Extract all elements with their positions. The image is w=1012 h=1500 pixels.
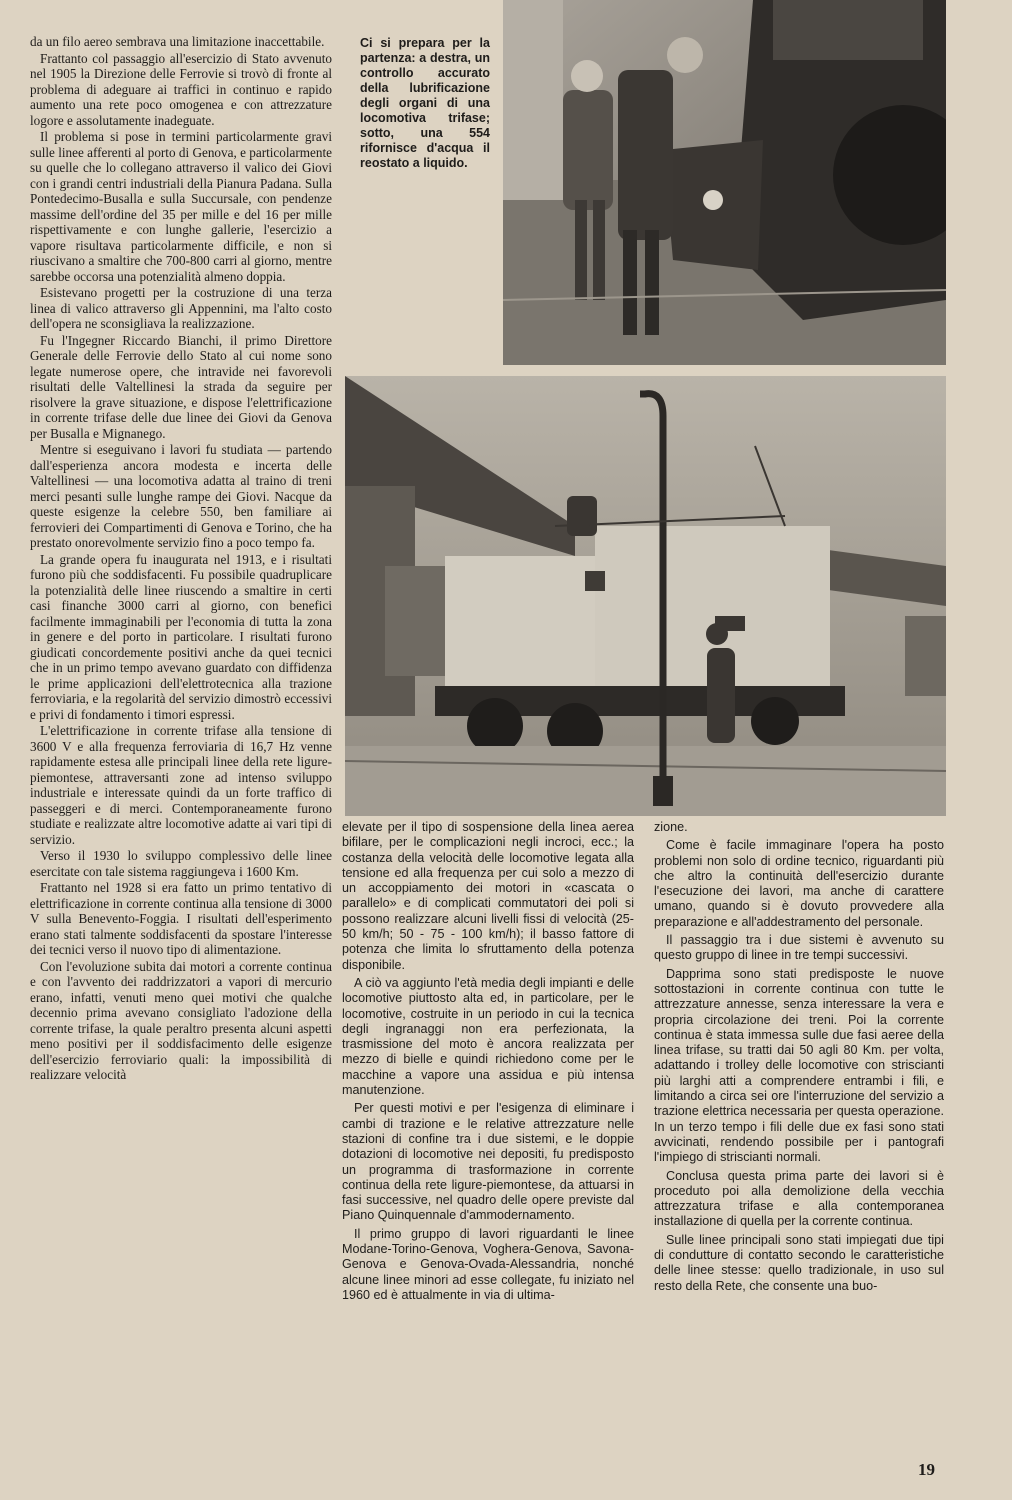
paragraph: zione. xyxy=(654,820,688,834)
paragraph: L'elettrificazione in corrente trifase alla tensione di 3600 V e alla frequenza ferroviaria di 16,7 Hz venne rapidamente estesa alle principali linee della rete ligure-piemontese, attraversanti zone ad intenso sviluppo industriale e interessate quindi da un forte traffico di passeggeri e di merci. Contemporaneamente furono studiate e realizzate altre locomotive adatte ai vari tipi di servizio. xyxy=(30,723,332,847)
paragraph: Il primo gruppo di lavori riguardanti le linee Modane-Torino-Genova, Voghera-Genova, Savona-Genova e Genova-Ovada-Alessandria, nonché alcune linee minori ad esse collegate, fu iniziato nel 1960 ed è attualmente in via di ultima- xyxy=(342,1226,634,1302)
paragraph: Frattanto col passaggio all'esercizio di Stato avvenuto nel 1905 la Direzione delle Ferrovie si trovò di fronte al problema di adeguare ai traffici in continuo e rapido aumento una rete poco omogenea e con attrezzature logore e assolutamente inadeguate. xyxy=(30,50,332,128)
paragraph: Sulle linee principali sono stati impiegati due tipi di condutture di contatto secondo le caratteristiche delle linee stesse: quello tradizionale, in uso sul resto della Rete, che consente una buo- xyxy=(654,1232,944,1293)
paragraph: Esistevano progetti per la costruzione di una terza linea di valico attraverso gli Appennini, ma l'alto costo dell'opera ne sconsigliava la realizzazione. xyxy=(30,285,332,331)
paragraph: Mentre si eseguivano i lavori fu studiata — partendo dall'esperienza ancora modesta e incerta delle Valtellinesi — una locomotiva adatta al traino di treni merci pesanti sulle lunghe rampe dei Giovi. Nacque da queste esigenze la celebre 550, ben familiare ai ferrovieri dei Compartimenti di Genova e Torino, che ha prestato onorevolmente servizio fino a poco tempo fa. xyxy=(30,442,332,550)
paragraph: La grande opera fu inaugurata nel 1913, e i risultati furono più che soddisfacenti. Fu possibile quadruplicare la potenzialità delle linee riuscendo a smaltire in certi casi finanche 3000 carri al giorno, con benefici facilmente immaginabili per l'economia di tutta la zona in genere e del porto in particolare. I risultati furono giudicati concordemente positivi anche da quei tecnici che in un primo tempo avevano guardato con diffidenza le prime applicazioni dell'elettrotecnica alla trazione ferroviaria, e la regolarità del servizio dimostrò eccessivi e privi di fondamento i timori espressi. xyxy=(30,551,332,722)
paragraph: Fu l'Ingegner Riccardo Bianchi, il primo Direttore Generale delle Ferrovie dello Stato al cui nome sono legate numerose opere, che intravide nei favorevoli risultati delle Valtellinesi la strada da seguire per risolvere la grave situazione, e dispose l'elettrificazione in corrente trifase delle due linee dei Giovi da Genova per Busalla e Mignanego. xyxy=(30,332,332,441)
text-column-right xyxy=(654,820,944,1297)
paragraph: Il problema si pose in termini particolarmente gravi sulle linee afferenti al porto di Genova, e particolarmente su quelle che lo collegano attraverso il valico dei Giovi con i grandi centri industriali della Pianura Padana. Sulla Pontedecimo-Busalla e sulla Succursale, con pendenze massime dell'ordine del 35 per mille e del 16 per mille rispettivamente e con lunghe gallerie, l'esercizio a vapore risultava particolarmente difficile, e non si riuscivano a smaltire che 700-800 carri al giorno, mentre sarebbe occorsa una potenzialità almeno doppia. xyxy=(30,129,332,284)
paragraph: Il passaggio tra i due sistemi è avvenuto su questo gruppo di linee in tre tempi successivi. xyxy=(654,933,944,963)
photo-locomotive-lubrication xyxy=(503,0,946,365)
text-column-left xyxy=(30,34,332,1084)
photo-locomotive-554-water xyxy=(345,376,946,816)
paragraph: A ciò va aggiunto l'età media degli impianti e delle locomotive piuttosto alta ed, in particolare, per le locomotive, costruite in un periodo in cui la tecnica degli ingranaggi non era perfezionata, la trasmissione del moto è ancora realizzata per mezzo di bielle e quindi richiedono come per le macchine a vapore una assidua e più intensa manutenzione. xyxy=(342,975,634,1098)
paragraph: Dapprima sono stati predisposte le nuove sottostazioni in corrente continua con tutte le attrezzature annesse, senza interessare la vera e propria circolazione dei treni. Poi la corrente continua è stata immessa sulle due fasi aeree della linea trifase, su tratti dai 50 agli 80 Km. per volta, adattando i trolley delle locomotive con striscianti più larghi atti a comprendere entrambi i fili, e limitando a circa sei ore l'interruzione del servizio a trazione elettrica necessaria per questa operazione. In un terzo tempo i fili delle due ex fasi sono stati avvicinati, rendendo possibile per i pantografi l'impiego di striscianti normali. xyxy=(654,966,944,1165)
paragraph: Con l'evoluzione subita dai motori a corrente continua e con l'avvento dei raddrizzatori a vapori di mercurio erano, infatti, venuti meno quei motivi che qualche decennio prima avevano consigliato l'adozione della corrente trifase, la quale peraltro presenta alcuni aspetti meno positivi per il soddisfacimento delle esigenze dell'esercizio ferroviario quali: la impossibilità di realizzare velocità xyxy=(30,958,332,1082)
paragraph: elevate per il tipo di sospensione della linea aerea bifilare, per le complicazioni negli incroci, ecc.; la costanza della velocità delle locomotive legata alla tensione ed alla frequenza per cui solo a mezzo di un accoppiamento dei motori in «cascata o parallelo» e di complicati commutatori dei poli si possono realizzare alcuni livelli fissi di velocità (25-50 km/h; 50 - 75 - 100 km/h); il basso fattore di potenza che limita lo sfruttamento della potenza disponibile. xyxy=(342,820,634,972)
page-number: 19 xyxy=(918,1460,935,1479)
paragraph: Frattanto nel 1928 si era fatto un primo tentativo di elettrificazione in corrente continua alla tensione di 3000 V sulla Benevento-Foggia. I risultati dell'esperimento erano stati talmente soddisfacenti da spostare l'interesse dei tecnici verso il nuovo tipo di alimentazione. xyxy=(30,880,332,957)
photo-caption: Ci si prepara per la partenza: a destra, un controllo accurato della lubrificazione degli organi di una locomotiva trifase; sotto, una 554 rifornisce d'acqua il reostato a liquido. xyxy=(360,36,490,170)
paragraph: Conclusa questa prima parte dei lavori si è proceduto poi alla demolizione della vecchia attrezzatura trifase e alla contemporanea installazione di quella per la corrente continua. xyxy=(654,1168,944,1229)
paragraph: Verso il 1930 lo sviluppo complessivo delle linee esercitate con tale sistema raggiungeva i 1600 Km. xyxy=(30,848,332,879)
paragraph: Per questi motivi e per l'esigenza di eliminare i cambi di trazione e le relative attrezzature nelle stazioni di confine tra i due sistemi, e le doppie dotazioni di locomotive nei depositi, fu predisposto un programma di trasformazione in corrente continua della rete ligure-piemontese, da attuarsi in fasi successive, nel quadro delle opere previste dal Piano Quinquennale d'ammodernamento. xyxy=(342,1101,634,1223)
paragraph: da un filo aereo sembrava una limitazione inaccettabile. xyxy=(30,34,325,49)
paragraph: Come è facile immaginare l'opera ha posto problemi non solo di ordine tecnico, riguardanti più che altro la continuità dell'esercizio durante l'esecuzione dei lavori, ma anche di carattere umano, quando si è dovuto provvedere alla preparazione e all'addestramento del personale. xyxy=(654,838,944,929)
text-column-middle xyxy=(342,820,634,1306)
